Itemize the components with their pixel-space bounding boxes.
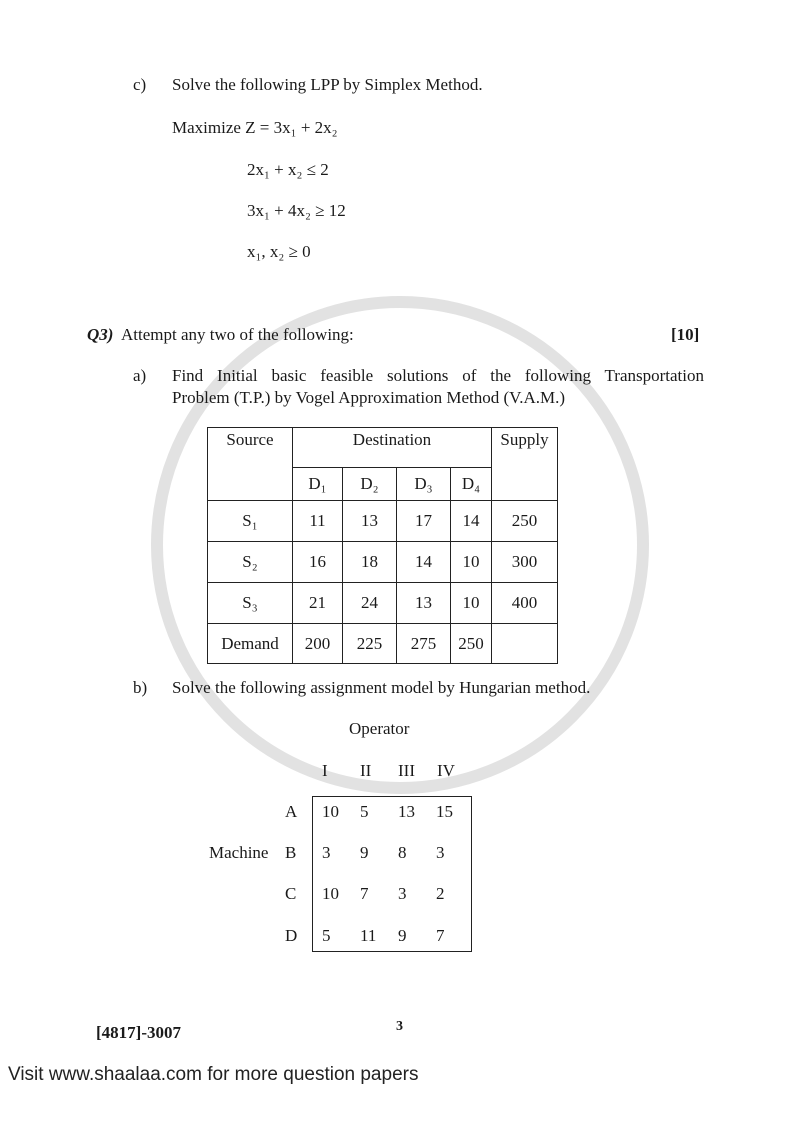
cost-cell: 17 xyxy=(397,501,451,542)
matrix-cell: 5 xyxy=(322,926,331,945)
q3-label: Q3) xyxy=(87,325,114,344)
source-cell: S₂ xyxy=(208,542,293,583)
row-label: B xyxy=(285,843,297,862)
cost-cell: 21 xyxy=(293,583,343,624)
source-cell: S₁ xyxy=(208,501,293,542)
paper-code: [4817]-3007 xyxy=(96,1023,181,1042)
q3a-line2: Problem (T.P.) by Vogel Approximation Method (V.A.M.) xyxy=(172,388,566,407)
col-header: I xyxy=(322,761,328,780)
matrix-cell: 3 xyxy=(436,843,445,862)
matrix-cell: 7 xyxy=(436,926,445,945)
constraint: x₁, x₂ ≥ 0 xyxy=(247,242,311,261)
q3a-label: a) xyxy=(133,366,147,385)
cost-cell: 14 xyxy=(397,542,451,583)
constraint: 3x₁ + 4x₂ ≥ 12 xyxy=(247,201,346,220)
row-label: A xyxy=(285,802,298,821)
cost-cell: 13 xyxy=(397,583,451,624)
matrix-cell: 10 xyxy=(322,802,339,821)
matrix-cell: 9 xyxy=(360,843,369,862)
row-label: C xyxy=(285,884,297,903)
matrix-cell: 7 xyxy=(360,884,369,903)
dest-d1: D₁ xyxy=(293,468,343,501)
matrix-cell: 10 xyxy=(322,884,339,903)
q3a-line1: Find Initial basic feasible solutions of the following Transportation xyxy=(172,366,704,385)
dest-d2: D₂ xyxy=(343,468,397,501)
page-number: 3 xyxy=(396,1019,403,1034)
cost-cell: 18 xyxy=(343,542,397,583)
empty-cell xyxy=(492,624,558,664)
table-row xyxy=(208,501,558,542)
header-supply: Supply xyxy=(492,428,558,501)
matrix-cell: 3 xyxy=(322,843,331,862)
supply-cell: 250 xyxy=(492,501,558,542)
cost-cell: 10 xyxy=(451,583,492,624)
demand-cell: 250 xyxy=(451,624,492,664)
cost-cell: 16 xyxy=(293,542,343,583)
q2c-label: c) xyxy=(133,75,147,94)
demand-cell: 275 xyxy=(397,624,451,664)
matrix-cell: 5 xyxy=(360,802,369,821)
matrix-cell: 3 xyxy=(398,884,407,903)
banner-link[interactable]: Visit www.shaalaa.com for more question papers xyxy=(8,1064,419,1085)
supply-cell: 300 xyxy=(492,542,558,583)
machine-title: Machine xyxy=(209,843,269,862)
matrix-cell: 15 xyxy=(436,802,453,821)
dest-d4: D₄ xyxy=(451,468,492,501)
q3-text: Attempt any two of the following: xyxy=(121,325,354,344)
demand-cell: 225 xyxy=(343,624,397,664)
q3b-label: b) xyxy=(133,678,148,697)
q3-marks: [10] xyxy=(671,325,700,344)
demand-row xyxy=(208,624,558,664)
col-header: III xyxy=(398,761,415,780)
col-header: II xyxy=(360,761,372,780)
objective: Maximize Z = 3x₁ + 2x₂ xyxy=(172,118,338,137)
dest-d3: D₃ xyxy=(397,468,451,501)
cost-cell: 10 xyxy=(451,542,492,583)
cost-cell: 14 xyxy=(451,501,492,542)
cost-cell: 11 xyxy=(293,501,343,542)
cost-cell: 13 xyxy=(343,501,397,542)
q3b-text: Solve the following assignment model by Hungarian method. xyxy=(172,678,591,697)
row-label: D xyxy=(285,926,298,945)
constraint: 2x₁ + x₂ ≤ 2 xyxy=(247,160,329,179)
col-header: IV xyxy=(437,761,455,780)
cost-cell: 24 xyxy=(343,583,397,624)
matrix-cell: 2 xyxy=(436,884,445,903)
matrix-cell: 9 xyxy=(398,926,407,945)
supply-cell: 400 xyxy=(492,583,558,624)
matrix-cell: 13 xyxy=(398,802,415,821)
header-destination: Destination xyxy=(293,428,492,468)
header-source: Source xyxy=(208,428,293,501)
table-row xyxy=(208,583,558,624)
matrix-cell: 8 xyxy=(398,843,407,862)
table-row xyxy=(208,542,558,583)
source-cell: S₃ xyxy=(208,583,293,624)
demand-cell: 200 xyxy=(293,624,343,664)
operator-title: Operator xyxy=(349,719,410,738)
demand-label: Demand xyxy=(208,624,293,664)
matrix-cell: 11 xyxy=(360,926,377,945)
q2c-text: Solve the following LPP by Simplex Method. xyxy=(172,75,483,94)
transportation-table xyxy=(207,427,558,664)
